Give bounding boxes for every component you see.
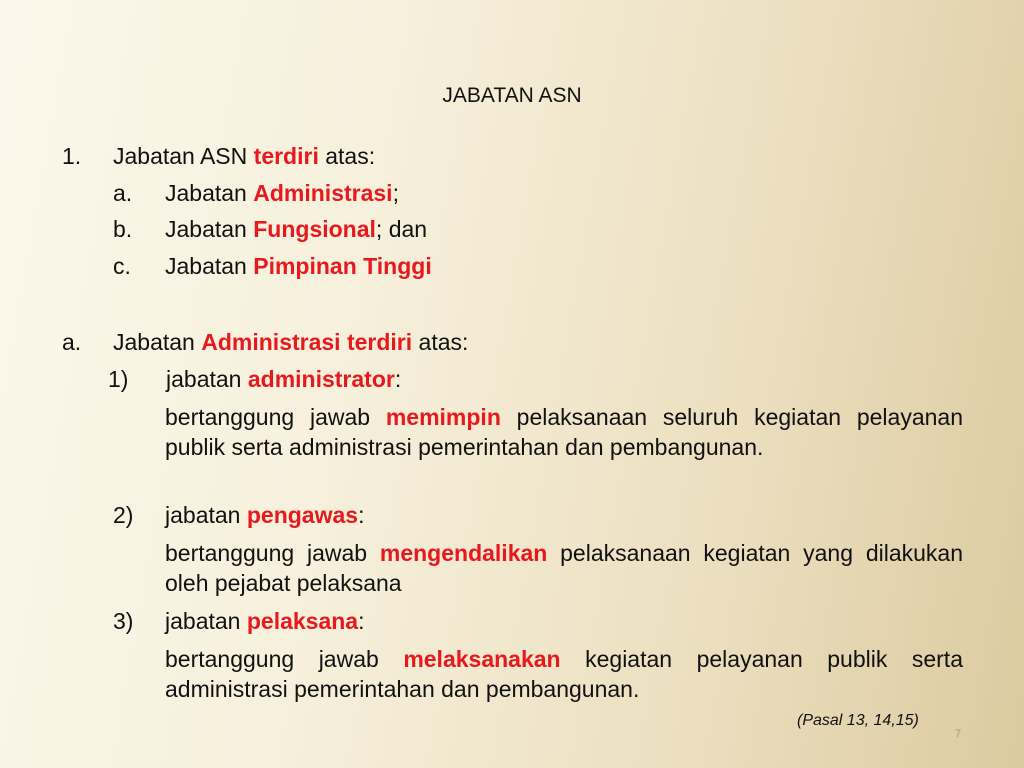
list2-item-2-desc-post: pelaksanaan kegiatan yang dilakukan oleh pejabat pelaksana [165,540,963,596]
list2-item-1-marker: 1) [108,366,129,392]
list2-item-2-marker: 2) [113,502,134,528]
list2-item-3-post: : [358,608,365,634]
list2-item-1-post: : [394,366,402,392]
list1-heading [113,141,375,172]
page-number: 7 [955,728,962,740]
list2-item-1-desc-post: pelaksanaan seluruh kegiatan pelayanan publik serta administrasi pemerintahan dan pembangunan. [165,404,963,460]
list1-item-b [165,214,427,245]
list2-heading-post: atas: [412,329,469,355]
list2-item-1-desc-highlight: memimpin [385,404,501,430]
list1-item-c-highlight: Pimpinan Tinggi [253,253,432,279]
list1-marker: 1. [62,143,82,169]
list2-item-3-desc-pre: bertanggung jawab [165,646,404,672]
list2-item-3-highlight: pelaksana [246,608,359,634]
list2-item-2-description [165,538,963,598]
list1-heading-highlight: terdiri [253,143,319,169]
list1-item-b-post: ; dan [375,216,428,242]
list2-item-2-desc-highlight: mengendalikan [379,540,548,566]
list2-item-3-description [165,644,963,704]
list1-item-c-marker: c. [113,253,131,279]
list2-item-3-desc-post: kegiatan pelayanan publik serta administrasi pemerintahan dan pembangunan. [165,646,963,702]
list1-item-a-post: ; [392,180,399,206]
slide-title: JABATAN ASN [442,84,582,107]
list2-item-2-post: : [358,502,365,528]
list2-item-1-pre: jabatan [166,366,248,392]
list1-heading-pre: Jabatan ASN [113,143,254,169]
list2-item-1-highlight: administrator [247,366,395,392]
list1-item-a-marker: a. [113,180,133,206]
list2-item-1-description [165,402,963,462]
list1-item-b-highlight: Fungsional [253,216,376,242]
list1-heading-post: atas: [318,143,376,169]
list1-item-b-pre: Jabatan [165,216,254,242]
list2-item-2 [165,500,364,531]
list2-item-3-desc-highlight: melaksanakan [403,646,561,672]
list2-item-1 [166,364,401,395]
list1-item-b-marker: b. [113,216,133,242]
list1-item-c [165,251,432,282]
list2-heading-pre: Jabatan [113,329,202,355]
list2-item-2-highlight: pengawas [246,502,359,528]
list2-item-2-pre: jabatan [165,502,247,528]
list1-item-a-highlight: Administrasi [253,180,393,206]
list2-item-2-desc-pre: bertanggung jawab [165,540,380,566]
list1-item-c-pre: Jabatan [165,253,254,279]
list2-item-3-pre: jabatan [165,608,247,634]
list2-item-3 [165,606,365,637]
list2-item-1-desc-pre: bertanggung jawab [165,404,386,430]
list1-item-a-pre: Jabatan [165,180,254,206]
list2-heading [113,327,468,358]
list1-item-a [165,178,399,209]
list2-heading-highlight: Administrasi terdiri [201,329,413,355]
citation: (Pasal 13, 14,15) [797,712,919,729]
list2-marker: a. [62,329,82,355]
list2-item-3-marker: 3) [113,608,134,634]
